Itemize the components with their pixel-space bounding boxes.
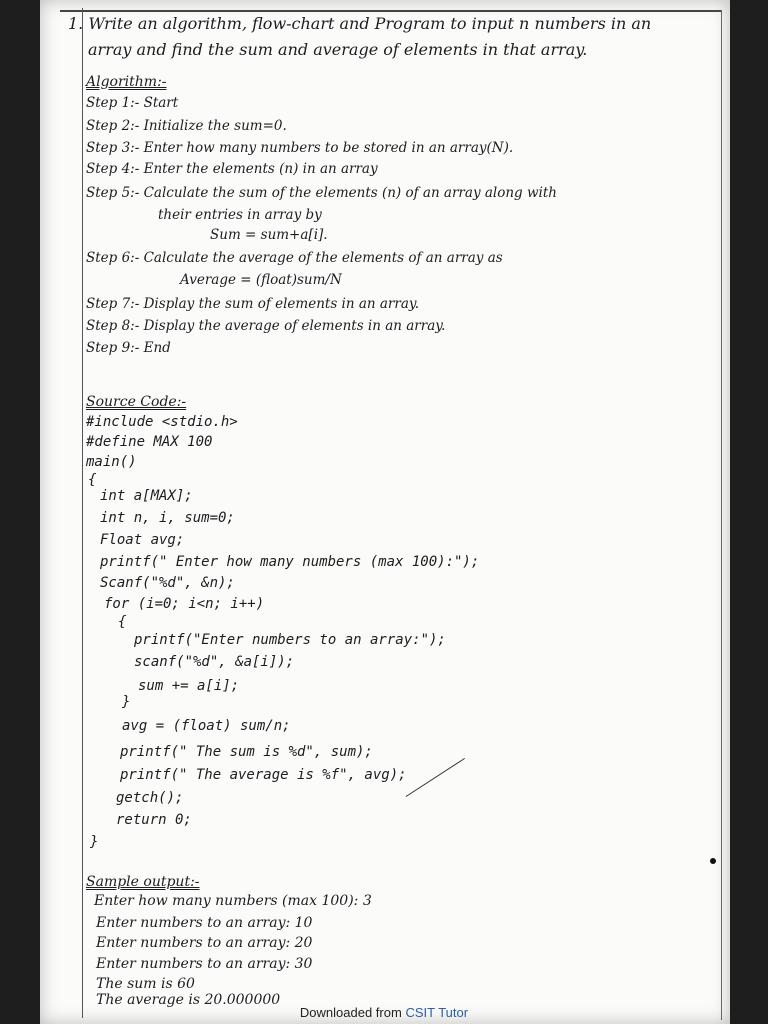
code-line: for (i=0; i<n; i++) — [104, 596, 265, 612]
output-line: Enter numbers to an array: 30 — [96, 956, 313, 972]
code-line: Float avg; — [100, 532, 185, 548]
top-rule — [60, 10, 722, 12]
code-line: printf(" Enter how many numbers (max 100):"); — [100, 554, 480, 570]
output-line: Enter how many numbers (max 100): 3 — [94, 893, 372, 909]
algorithm-heading: Algorithm:- — [86, 74, 167, 90]
footer-prefix: Downloaded from — [299, 1005, 402, 1020]
algorithm-line: Step 2:- Initialize the sum=0. — [86, 118, 287, 134]
code-line: main() — [86, 454, 137, 470]
algorithm-line: their entries in array by — [158, 207, 322, 223]
algorithm-line: Step 8:- Display the average of elements in an array. — [86, 318, 446, 334]
code-line: } — [122, 694, 131, 710]
algorithm-line: Sum = sum+a[i]. — [210, 227, 328, 243]
output-line: Enter numbers to an array: 20 — [96, 935, 313, 951]
margin-rule — [82, 8, 83, 1018]
output-line: Enter numbers to an array: 10 — [96, 915, 313, 931]
code-line: #define MAX 100 — [86, 434, 213, 450]
code-line: sum += a[i]; — [138, 678, 240, 694]
code-line: #include <stdio.h> — [86, 414, 238, 430]
source-code-heading: Source Code:- — [86, 394, 187, 410]
algorithm-line: Average = (float)sum/N — [180, 272, 342, 288]
algorithm-line: Step 9:- End — [86, 340, 171, 356]
code-line: int n, i, sum=0; — [100, 510, 235, 526]
code-line: { — [118, 614, 127, 630]
algorithm-line: Step 5:- Calculate the sum of the elements (n) of an array along with — [86, 185, 557, 201]
sample-output-heading: Sample output:- — [86, 874, 200, 890]
algorithm-line: Step 1:- Start — [86, 95, 179, 111]
code-line: int a[MAX]; — [100, 488, 193, 504]
algorithm-line: Step 6:- Calculate the average of the elements of an array as — [86, 250, 503, 266]
algorithm-line: Step 4:- Enter the elements (n) in an array — [86, 161, 378, 177]
download-footer — [0, 1005, 768, 1020]
code-line: printf(" The average is %f", avg); — [120, 767, 407, 783]
code-line: printf(" The sum is %d", sum); — [120, 744, 373, 760]
code-line: getch(); — [116, 790, 184, 806]
code-line: printf("Enter numbers to an array:"); — [134, 632, 446, 648]
right-rule — [721, 10, 722, 1020]
question-line-2: array and find the sum and average of elements in that array. — [88, 40, 588, 59]
question-line-1: 1. Write an algorithm, flow-chart and Program to input n numbers in an — [68, 14, 652, 33]
output-line: The average is 20.000000 — [96, 992, 281, 1008]
footer-link[interactable]: CSIT Tutor — [405, 1005, 469, 1020]
output-line: The sum is 60 — [96, 976, 195, 992]
code-line: { — [88, 472, 97, 488]
notebook-page — [40, 0, 730, 1024]
algorithm-line: Step 7:- Display the sum of elements in an array. — [86, 296, 420, 312]
code-line: return 0; — [116, 812, 192, 828]
code-line: Scanf("%d", &n); — [100, 575, 235, 591]
code-line: avg = (float) sum/n; — [122, 718, 291, 734]
code-line: } — [90, 834, 99, 850]
pen-stroke — [406, 758, 465, 797]
code-line: scanf("%d", &a[i]); — [134, 654, 295, 670]
algorithm-line: Step 3:- Enter how many numbers to be stored in an array(N). — [86, 140, 514, 156]
ink-dot — [710, 858, 716, 864]
